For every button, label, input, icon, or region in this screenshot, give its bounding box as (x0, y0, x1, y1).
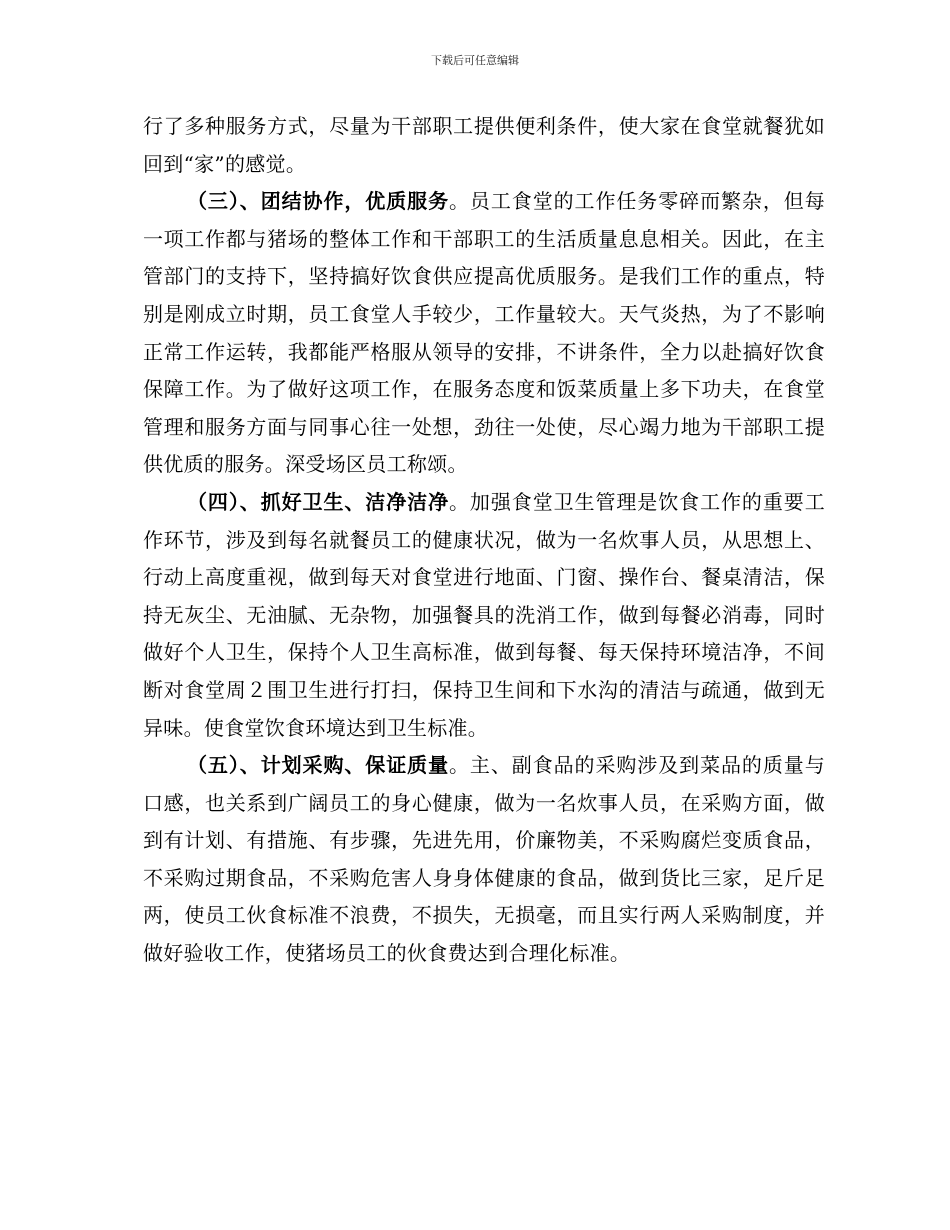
section-heading: （五）、计划采购、保证质量 (187, 753, 449, 778)
section-heading: （四）、抓好卫生、洁净洁净 (187, 489, 449, 514)
paragraph-body: 。加强食堂卫生管理是饮食工作的重要工作环节，涉及到每名就餐员工的健康状况，做为一名炊事人员，从思想上、行动上高度重视，做到每天对食堂进行地面、门窗、操作台、餐桌清洁，保持无灰尘、无油腻、无杂物，加强餐具的洗消工作，做到每餐必消毒，同时做好个人卫生，保持个人卫生高标准，做到每餐、每天保持环境洁净，不间断对食堂周２围卫生进行打扫，保持卫生间和下水沟的清洁与疏通，做到无异味。使食堂饮食环境达到卫生标准。 (143, 489, 825, 740)
page-header-text: 下载后可任意编辑 (431, 54, 519, 67)
paragraph-continuation (143, 108, 825, 183)
document-body (143, 108, 825, 973)
paragraph-section-5 (143, 747, 825, 973)
paragraph-section-4 (143, 484, 825, 747)
paragraph-body: 。主、副食品的采购涉及到菜品的质量与口感，也关系到广阔员工的身心健康，做为一名炊事人员，在采购方面，做到有计划、有措施、有步骤，先进先用，价廉物美，不采购腐烂变质食品，不采购过期食品，不采购危害人身身体健康的食品，做到货比三家，足斤足两，使员工伙食标准不浪费，不损失，无损毫，而且实行两人采购制度，并做好验收工作，使猪场员工的伙食费达到合理化标准。 (143, 753, 825, 966)
paragraph-body: 。员工食堂的工作任务零碎而繁杂，但每一项工作都与猪场的整体工作和干部职工的生活质量息息相关。因此，在主管部门的支持下，坚持搞好饮食供应提高优质服务。是我们工作的重点，特别是刚成立时期，员工食堂人手较少，工作量较大。天气炎热，为了不影响正常工作运转，我都能严格服从领导的安排，不讲条件，全力以赴搞好饮食保障工作。为了做好这项工作，在服务态度和饭菜质量上多下功夫，在食堂管理和服务方面与同事心往一处想，劲往一处使，尽心竭力地为干部职工提供优质的服务。深受场区员工称颂。 (143, 189, 825, 477)
paragraph-section-3 (143, 183, 825, 484)
page-header (0, 54, 950, 68)
section-heading: （三）、团结协作，优质服务 (187, 189, 449, 214)
paragraph-body: 行了多种服务方式，尽量为干部职工提供便利条件，使大家在食堂就餐犹如回到“家”的感觉。 (143, 114, 825, 176)
